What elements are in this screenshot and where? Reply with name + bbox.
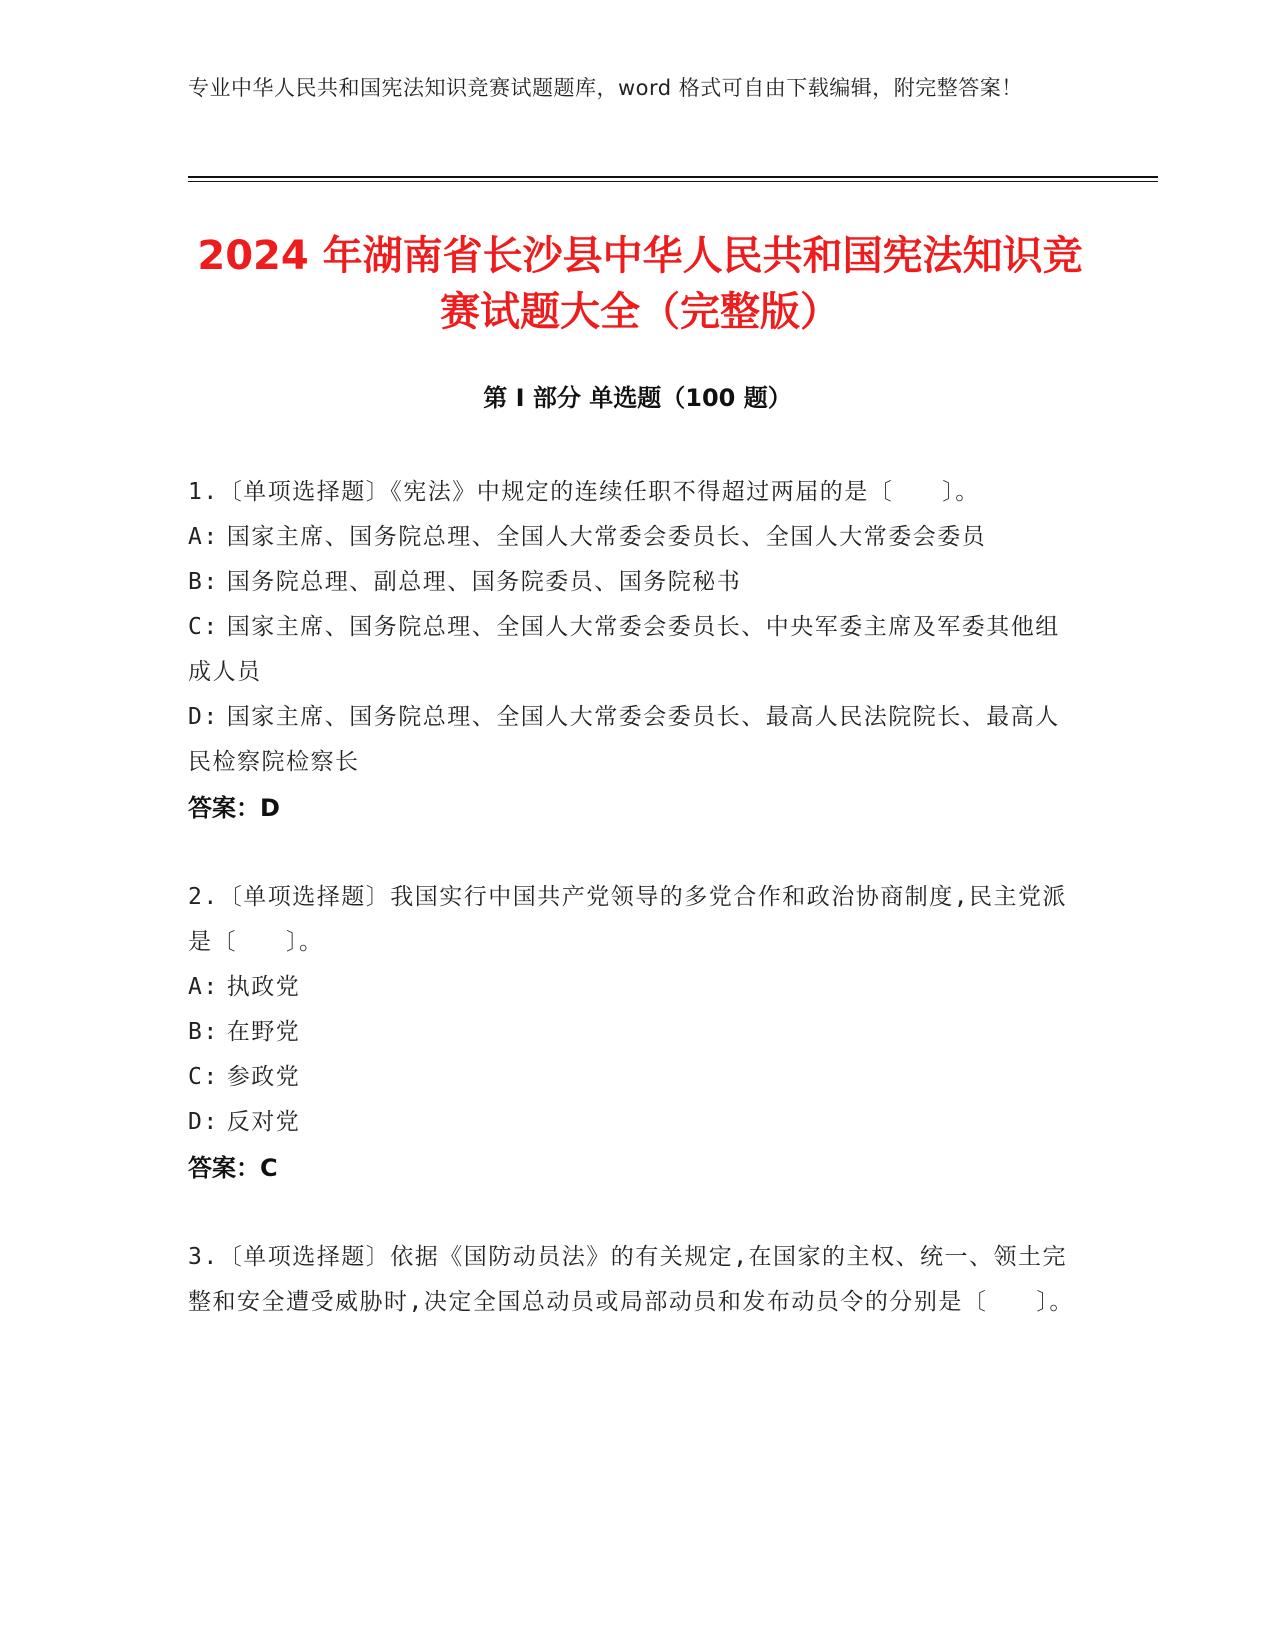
- question-3: [188, 1235, 1078, 1325]
- option-text: 国家主席、国务院总理、全国人大常委会委员长、中央军委主席及军委其他组成人员: [188, 614, 1060, 685]
- option-label: D:: [188, 1109, 219, 1135]
- option-text: 国家主席、国务院总理、全国人大常委会委员长、全国人大常委会委员: [226, 524, 987, 550]
- question-1: [188, 470, 1078, 831]
- option-label: C:: [188, 1064, 219, 1090]
- option-text: 参政党: [226, 1064, 301, 1090]
- document-title: 2024 年湖南省长沙县中华人民共和国宪法知识竞赛试题大全（完整版）: [197, 233, 1083, 335]
- option-text: 执政党: [226, 974, 301, 1000]
- option-text: 在野党: [226, 1019, 301, 1045]
- option-label: B:: [188, 1019, 219, 1045]
- option-label: A:: [188, 974, 219, 1000]
- question-stem: 2.〔单项选择题〕我国实行中国共产党领导的多党合作和政治协商制度,民主党派是〔 〕。: [188, 884, 1068, 955]
- option-text: 国务院总理、副总理、国务院委员、国务院秘书: [226, 569, 742, 595]
- option-b: [188, 560, 1078, 605]
- option-c: [188, 1055, 1078, 1100]
- option-text: 反对党: [226, 1109, 301, 1135]
- header-rule-thick: [188, 176, 1158, 178]
- question-2: [188, 875, 1078, 1191]
- option-c: [188, 605, 1078, 695]
- answer-text: 答案：C: [188, 1154, 278, 1182]
- header-note: 专业中华人民共和国宪法知识竞赛试题题库，word 格式可自由下载编辑，附完整答案！: [188, 76, 1023, 100]
- header-rule-thin: [188, 181, 1158, 182]
- option-text: 国家主席、国务院总理、全国人大常委会委员长、最高人民法院院长、最高人民检察院检察长: [188, 704, 1060, 775]
- section-title: 第 I 部分 单选题（100 题）: [483, 384, 792, 412]
- option-b: [188, 1010, 1078, 1055]
- option-d: [188, 1100, 1078, 1145]
- question-list: [188, 470, 1078, 1369]
- answer-text: 答案：D: [188, 794, 280, 822]
- option-label: D:: [188, 704, 219, 730]
- option-label: C:: [188, 614, 219, 640]
- option-a: [188, 515, 1078, 560]
- option-d: [188, 695, 1078, 785]
- question-stem: 1.〔单项选择题〕《宪法》中规定的连续任职不得超过两届的是〔 〕。: [188, 479, 980, 505]
- option-label: A:: [188, 524, 219, 550]
- question-stem: 3.〔单项选择题〕依据《国防动员法》的有关规定,在国家的主权、统一、领土完整和安全遭受威胁时,决定全国总动员或局部动员和发布动员令的分别是〔 〕。: [188, 1244, 1074, 1315]
- option-label: B:: [188, 569, 219, 595]
- option-a: [188, 965, 1078, 1010]
